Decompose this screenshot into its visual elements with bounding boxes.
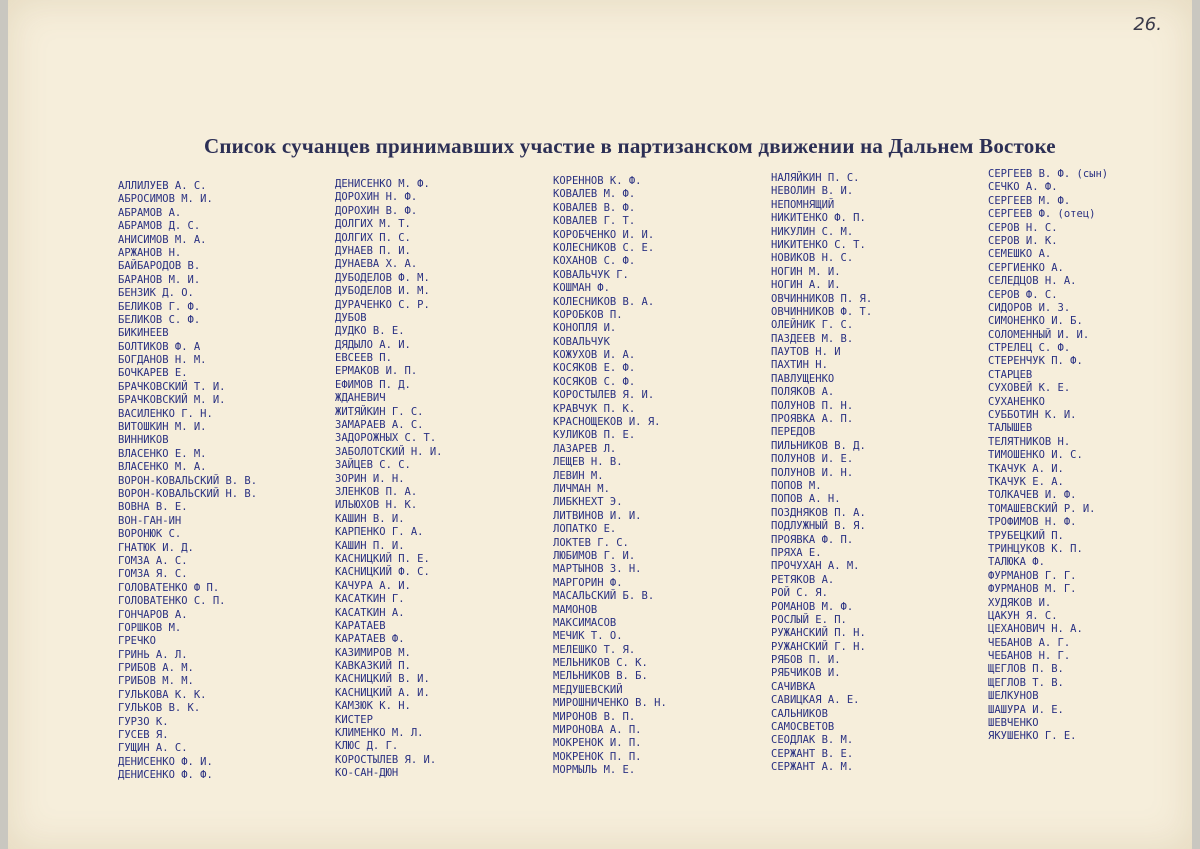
name-entry: ДОЛГИХ П. С. — [335, 231, 411, 244]
name-entry: АБРАМОВ А. — [118, 206, 182, 219]
name-entry: МОРМЫЛЬ М. Е. — [553, 764, 636, 777]
name-entry: БОЛТИКОВ Ф. А — [118, 340, 201, 353]
name-entry: СЕОДЛАК В. М. — [771, 734, 854, 747]
name-entry: ДОРОХИН Н. Ф. — [335, 191, 418, 204]
name-entry: КОШМАН Ф. — [553, 282, 610, 295]
name-column — [335, 178, 442, 781]
name-entry: ЛОПАТКО Е. — [553, 523, 617, 536]
name-entry: ЩЕГЛОВ Т. В. — [988, 676, 1064, 689]
name-entry: ЗОРИН И. Н. — [335, 472, 405, 485]
name-entry: ГОРШКОВ М. — [118, 621, 182, 634]
name-entry: ЕРМАКОВ И. П. — [335, 365, 418, 378]
name-entry: АЛЛИЛУЕВ А. С. — [118, 180, 207, 192]
name-entry: КАРАТАЕВ Ф. — [335, 633, 405, 646]
name-entry: ЛОКТЕВ Г. С. — [553, 536, 629, 549]
name-entry: ВИННИКОВ — [118, 434, 169, 447]
name-entry: ЛЕВИН М. — [553, 469, 604, 482]
name-entry: КОРОБЧЕНКО И. И. — [553, 228, 655, 241]
name-entry: ЛИТВИНОВ И. И. — [553, 509, 642, 522]
name-entry: ДЕНИСЕНКО М. Ф. — [335, 178, 430, 190]
name-entry: ПОДЛУЖНЫЙ В. Я. — [771, 520, 866, 533]
name-entry: ЗАДОРОЖНЫХ С. Т. — [335, 432, 437, 445]
name-entry: КАСНИЦКИЙ В. И. — [335, 673, 430, 686]
name-entry: ДОЛГИХ М. Т. — [335, 218, 411, 231]
name-entry: БОЧКАРЕВ Е. — [118, 367, 188, 380]
name-entry: СЕРГИЕНКО А. — [988, 261, 1064, 274]
name-entry: ОЛЕЙНИК Г. С. — [771, 319, 854, 332]
name-entry: ПОПОВ А. Н. — [771, 493, 841, 506]
name-entry: СИМОНЕНКО И. Б. — [988, 315, 1083, 328]
name-entry: ДЕНИСЕНКО Ф. И. — [118, 755, 213, 768]
name-entry: СЕЛЕДЦОВ Н. А. — [988, 275, 1077, 288]
name-entry: СЕРОВ И. К. — [988, 234, 1058, 247]
name-entry: САЧИВКА — [771, 680, 816, 693]
name-entry: БЕЛИКОВ Г. Ф. — [118, 300, 201, 313]
name-entry: КАСНИЦКИЙ Ф. С. — [335, 566, 430, 579]
name-entry: ПОПОВ М. — [771, 479, 822, 492]
name-entry: ЕВСЕЕВ П. — [335, 352, 392, 365]
name-entry: ЧЕБАНОВ А. Г. — [988, 636, 1071, 649]
name-column — [771, 172, 872, 775]
name-entry: МАРТЫНОВ З. Н. — [553, 563, 642, 576]
name-entry: ВАСИЛЕНКО Г. Н. — [118, 407, 213, 420]
name-entry: КАРАТАЕВ — [335, 619, 386, 632]
name-entry: ГРИБОВ М. М. — [118, 675, 194, 688]
name-entry: СУХАНЕНКО — [988, 395, 1045, 408]
name-entry: ШЕВЧЕНКО — [988, 717, 1039, 730]
document-page — [8, 0, 1192, 849]
name-entry: ГРИНЬ А. Л. — [118, 648, 188, 661]
name-column — [118, 180, 257, 783]
name-entry: ПРЯХА Е. — [771, 546, 822, 559]
name-entry: КУЛИКОВ П. Е. — [553, 429, 636, 442]
name-entry: СЕМЕШКО А. — [988, 248, 1052, 261]
name-entry: НИКИТЕНКО Ф. П. — [771, 212, 866, 225]
name-entry: ПАУТОВ Н. И — [771, 346, 841, 359]
name-entry: МЕЧИК Т. О. — [553, 630, 623, 643]
name-entry: НОГИН А. И. — [771, 279, 841, 292]
name-entry: ГОЛОВАТЕНКО Ф П. — [118, 581, 220, 594]
name-entry: ТАЛЮКА Ф. — [988, 556, 1045, 569]
name-entry: АРЖАНОВ Н. — [118, 246, 182, 259]
name-entry: КАСНИЦКИЙ П. Е. — [335, 552, 430, 565]
name-entry: ПИЛЬНИКОВ В. Д. — [771, 439, 866, 452]
name-entry: ГУСЕВ Я. — [118, 729, 169, 742]
name-entry: СЕРЖАНТ А. М. — [771, 761, 854, 774]
name-entry: МОКРЕНОК И. П. — [553, 737, 642, 750]
name-entry: НОВИКОВ Н. С. — [771, 252, 854, 265]
name-entry: СЕРГЕЕВ В. Ф. (сын) — [988, 168, 1109, 180]
name-entry: КОВАЛЬЧУК Г. — [553, 268, 629, 281]
name-entry: ЛЕЩЕВ Н. В. — [553, 456, 623, 469]
name-entry: САМОСВЕТОВ — [771, 721, 835, 734]
document-title: Список сучанцев принимавших участие в партизанском движении на Дальнем Востоке — [204, 134, 1056, 158]
name-entry: КОЛЕСНИКОВ С. Е. — [553, 241, 655, 254]
name-entry: ДУДКО В. Е. — [335, 325, 405, 338]
name-entry: АНИСИМОВ М. А. — [118, 233, 207, 246]
name-entry: КОРОСТЫЛЕВ Я. И. — [553, 389, 655, 402]
name-entry: НАЛЯЙКИН П. С. — [771, 172, 860, 184]
name-entry: СУББОТИН К. И. — [988, 409, 1077, 422]
name-entry: КАЧУРА А. И. — [335, 579, 411, 592]
name-entry: КАСНИЦКИЙ А. И. — [335, 686, 430, 699]
name-entry: ТИМОШЕНКО И. С. — [988, 449, 1083, 462]
name-entry: ДУНАЕВ П. И. — [335, 244, 411, 257]
name-entry: БАЙБАРОДОВ В. — [118, 260, 201, 273]
name-entry: БРАЧКОВСКИЙ Т. И. — [118, 380, 226, 393]
name-entry: КОСЯКОВ С. Ф. — [553, 375, 636, 388]
name-entry: ШЕЛКУНОВ — [988, 690, 1039, 703]
name-entry: МОКРЕНОК П. П. — [553, 750, 642, 763]
name-entry: СЕРЖАНТ В. Е. — [771, 747, 854, 760]
name-entry: ТКАЧУК Е. А. — [988, 475, 1064, 488]
name-entry: КАСАТКИН Г. — [335, 593, 405, 606]
name-entry: РУЖАНСКИЙ П. Н. — [771, 627, 866, 640]
name-entry: ПАЗДЕЕВ М. В. — [771, 332, 854, 345]
name-entry: МЕДУШЕВСКИЙ — [553, 683, 623, 696]
name-entry: ПРОЯВКА А. П. — [771, 413, 854, 426]
name-entry: ФУРМАНОВ Г. Г. — [988, 569, 1077, 582]
name-entry: НОГИН М. И. — [771, 265, 841, 278]
name-entry: КАШИН П. И. — [335, 539, 405, 552]
name-entry: ВОРОН-КОВАЛЬСКИЙ В. В. — [118, 474, 258, 487]
name-entry: РУЖАНСКИЙ Г. Н. — [771, 640, 866, 653]
name-entry: БРАЧКОВСКИЙ М. И. — [118, 394, 226, 407]
name-entry: СЕРОВ Ф. С. — [988, 288, 1058, 301]
name-entry: ОВЧИННИКОВ Ф. Т. — [771, 305, 873, 318]
name-entry: ШАШУРА И. Е. — [988, 703, 1064, 716]
name-entry: БИКИНЕЕВ — [118, 327, 169, 340]
name-entry: РОСЛЫЙ Е. П. — [771, 613, 847, 626]
name-entry: ВОРОН-КОВАЛЬСКИЙ Н. В. — [118, 487, 258, 500]
name-entry: МЕЛЕШКО Т. Я. — [553, 643, 636, 656]
name-entry: ГУЛЬКОВА К. К. — [118, 688, 207, 701]
name-entry: ПОЛУНОВ И. Н. — [771, 466, 854, 479]
name-entry: ЖИТЯЙКИН Г. С. — [335, 405, 424, 418]
name-entry: ТРУБЕЦКИЙ П. — [988, 529, 1064, 542]
name-entry: ДУБОВ — [335, 311, 367, 324]
name-entry: ДОРОХИН В. Ф. — [335, 204, 418, 217]
name-entry: ЩЕГЛОВ П. В. — [988, 663, 1064, 676]
name-entry: ПОЛУНОВ И. Е. — [771, 453, 854, 466]
name-entry: КАРПЕНКО Г. А. — [335, 526, 424, 539]
name-entry: ДУБОДЕЛОВ И. М. — [335, 285, 430, 298]
name-entry: СЕРГЕЕВ Ф. (отец) — [988, 208, 1096, 221]
name-entry: ЖДАНЕВИЧ — [335, 392, 386, 405]
name-entry: КО-САН-ДЮН — [335, 767, 399, 780]
name-entry: ЧЕБАНОВ Н. Г. — [988, 650, 1071, 663]
name-entry: БАРАНОВ М. И. — [118, 273, 201, 286]
name-entry: ВОВНА В. Е. — [118, 501, 188, 514]
name-entry: ДЕНИСЕНКО Ф. Ф. — [118, 769, 213, 782]
name-entry: КАМЗЮК К. Н. — [335, 700, 411, 713]
name-column — [553, 175, 667, 778]
name-entry: ТОМАШЕВСКИЙ Р. И. — [988, 502, 1096, 515]
name-entry: РОМАНОВ М. Ф. — [771, 600, 854, 613]
name-entry: ГОЛОВАТЕНКО С. П. — [118, 595, 226, 608]
name-entry: СИДОРОВ И. З. — [988, 301, 1071, 314]
name-entry: БЕНЗИК Д. О. — [118, 287, 194, 300]
name-entry: ГУЩИН А. С. — [118, 742, 188, 755]
name-entry: ГУЛЬКОВ В. К. — [118, 702, 201, 715]
name-entry: КОВАЛЕВ В. Ф. — [553, 201, 636, 214]
name-entry: ФУРМАНОВ М. Г. — [988, 583, 1077, 596]
name-entry: КЛЮС Д. Г. — [335, 740, 399, 753]
name-entry: ЛИБКНЕХТ Э. — [553, 496, 623, 509]
name-entry: ВОН-ГАН-ИН — [118, 514, 182, 527]
name-entry: АБРОСИМОВ М. И. — [118, 193, 213, 206]
name-entry: САВИЦКАЯ А. Е. — [771, 694, 860, 707]
name-entry: БОГДАНОВ Н. М. — [118, 354, 207, 367]
name-entry: ПОЛЯКОВ А. — [771, 386, 835, 399]
name-entry: ЯКУШЕНКО Г. Е. — [988, 730, 1077, 743]
name-entry: ТОЛКАЧЕВ И. Ф. — [988, 489, 1077, 502]
name-entry: ПРОЯВКА Ф. П. — [771, 533, 854, 546]
name-entry: ГОНЧАРОВ А. — [118, 608, 188, 621]
name-entry: КАШИН В. И. — [335, 512, 405, 525]
name-entry: ЗАБОЛОТСКИЙ Н. И. — [335, 445, 443, 458]
name-entry: ЛЮБИМОВ Г. И. — [553, 549, 636, 562]
name-entry: КЛИМЕНКО М. Л. — [335, 727, 424, 740]
name-entry: РОЙ С. Я. — [771, 587, 828, 600]
name-entry: КОРОБКОВ П. — [553, 308, 623, 321]
name-entry: КРАСНОЩЕКОВ И. Я. — [553, 416, 661, 429]
name-entry: НЕПОМНЯЩИЙ — [771, 198, 835, 211]
name-entry: КОРЕННОВ К. Ф. — [553, 175, 642, 187]
name-entry: ХУДЯКОВ И. — [988, 596, 1052, 609]
name-entry: КОЛЕСНИКОВ В. А. — [553, 295, 655, 308]
name-entry: СЕРОВ Н. С. — [988, 221, 1058, 234]
page-number: 26. — [1133, 14, 1162, 35]
name-entry: ПРОЧУХАН А. М. — [771, 560, 860, 573]
name-entry: ГУРЗО К. — [118, 715, 169, 728]
name-entry: МИРОНОВ В. П. — [553, 710, 636, 723]
name-entry: ДУБОДЕЛОВ Ф. М. — [335, 271, 430, 284]
name-entry: ЗЛЕНКОВ П. А. — [335, 485, 418, 498]
name-entry: КАСАТКИН А. — [335, 606, 405, 619]
name-entry: КОХАНОВ С. Ф. — [553, 255, 636, 268]
name-entry: РЯБЧИКОВ И. — [771, 667, 841, 680]
name-entry: ИЛЬЮХОВ Н. К. — [335, 499, 418, 512]
name-entry: КРАВЧУК П. К. — [553, 402, 636, 415]
name-entry: ВОРОНЮК С. — [118, 528, 182, 541]
name-entry: КОНОПЛЯ И. — [553, 322, 617, 335]
name-entry: ЗАМАРАЕВ А. С. — [335, 419, 424, 432]
name-entry: ЕФИМОВ П. Д. — [335, 378, 411, 391]
name-entry: КОВАЛЕВ Г. Т. — [553, 215, 636, 228]
name-entry: МИРОШНИЧЕНКО В. Н. — [553, 697, 667, 710]
name-entry: ЛАЗАРЕВ Л. — [553, 442, 617, 455]
name-entry: МАСАЛЬСКИЙ Б. В. — [553, 590, 655, 603]
name-entry: СЕЧКО А. Ф. — [988, 181, 1058, 194]
name-entry: КОВАЛЬЧУК — [553, 335, 610, 348]
name-entry: МЕЛЬНИКОВ В. Б. — [553, 670, 648, 683]
name-entry: ТКАЧУК А. И. — [988, 462, 1064, 475]
name-entry: САЛЬНИКОВ — [771, 707, 828, 720]
name-entry: СУХОВЕЙ К. Е. — [988, 382, 1071, 395]
name-entry: КАВКАЗКИЙ П. — [335, 660, 411, 673]
name-entry: НИКИТЕНКО С. Т. — [771, 238, 866, 251]
name-entry: ЦЕХАНОВИЧ Н. А. — [988, 623, 1083, 636]
name-entry: СЕРГЕЕВ М. Ф. — [988, 194, 1071, 207]
name-entry: КОСЯКОВ Е. Ф. — [553, 362, 636, 375]
name-entry: МЕЛЬНИКОВ С. К. — [553, 657, 648, 670]
name-entry: ТРОФИМОВ Н. Ф. — [988, 516, 1077, 529]
name-column — [988, 168, 1108, 744]
name-entry: ТЕЛЯТНИКОВ Н. — [988, 435, 1071, 448]
name-entry: ГОМЗА Я. С. — [118, 568, 188, 581]
name-entry: ПАВЛУЩЕНКО — [771, 372, 835, 385]
name-entry: ВИТОШКИН М. И. — [118, 421, 207, 434]
name-entry: НЕВОЛИН В. И. — [771, 185, 854, 198]
name-entry: ВЛАСЕНКО Е. М. — [118, 447, 207, 460]
name-entry: КАЗИМИРОВ М. — [335, 646, 411, 659]
name-entry: КОЖУХОВ И. А. — [553, 349, 636, 362]
name-entry: СТАРЦЕВ — [988, 368, 1033, 381]
name-entry: ПАХТИН Н. — [771, 359, 828, 372]
name-entry: ДУРАЧЕНКО С. Р. — [335, 298, 430, 311]
name-entry: РЯБОВ П. И. — [771, 654, 841, 667]
name-entry: СТРЕЛЕЦ С. Ф. — [988, 342, 1071, 355]
name-entry: ПОЛУНОВ П. Н. — [771, 399, 854, 412]
name-entry: ЗАЙЦЕВ С. С. — [335, 459, 411, 472]
name-entry: ГРИБОВ А. М. — [118, 662, 194, 675]
name-entry: ЛИЧМАН М. — [553, 482, 610, 495]
name-entry: ТАЛЫШЕВ — [988, 422, 1033, 435]
name-entry: ДЯДЫЛО А. И. — [335, 338, 411, 351]
name-entry: МАМОНОВ — [553, 603, 598, 616]
name-entry: ТРИНЦУКОВ К. П. — [988, 542, 1083, 555]
name-entry: ПЕРЕДОВ — [771, 426, 816, 439]
name-entry: ПОЗДНЯКОВ П. А. — [771, 506, 866, 519]
name-entry: МАРГОРИН Ф. — [553, 576, 623, 589]
name-entry: ВЛАСЕНКО М. А. — [118, 461, 207, 474]
name-entry: МАКСИМАСОВ — [553, 616, 617, 629]
name-entry: ДУНАЕВА Х. А. — [335, 258, 418, 271]
name-entry: МИРОНОВА А. П. — [553, 724, 642, 737]
name-entry: ОВЧИННИКОВ П. Я. — [771, 292, 873, 305]
name-entry: ГОМЗА А. С. — [118, 554, 188, 567]
name-entry: КИСТЕР — [335, 713, 373, 726]
name-entry: СОЛОМЕННЫЙ И. И. — [988, 328, 1090, 341]
name-entry: КОВАЛЕВ М. Ф. — [553, 188, 636, 201]
name-entry: КОРОСТЫЛЕВ Я. И. — [335, 753, 437, 766]
name-entry: ЦАКУН Я. С. — [988, 609, 1058, 622]
name-entry: СТЕРЕНЧУК П. Ф. — [988, 355, 1083, 368]
name-entry: НИКУЛИН С. М. — [771, 225, 854, 238]
name-entry: БЕЛИКОВ С. Ф. — [118, 313, 201, 326]
name-entry: ГНАТЮК И. Д. — [118, 541, 194, 554]
name-entry: АБРАМОВ Д. С. — [118, 220, 201, 233]
name-entry: РЕТЯКОВ А. — [771, 573, 835, 586]
name-entry: ГРЕЧКО — [118, 635, 156, 648]
